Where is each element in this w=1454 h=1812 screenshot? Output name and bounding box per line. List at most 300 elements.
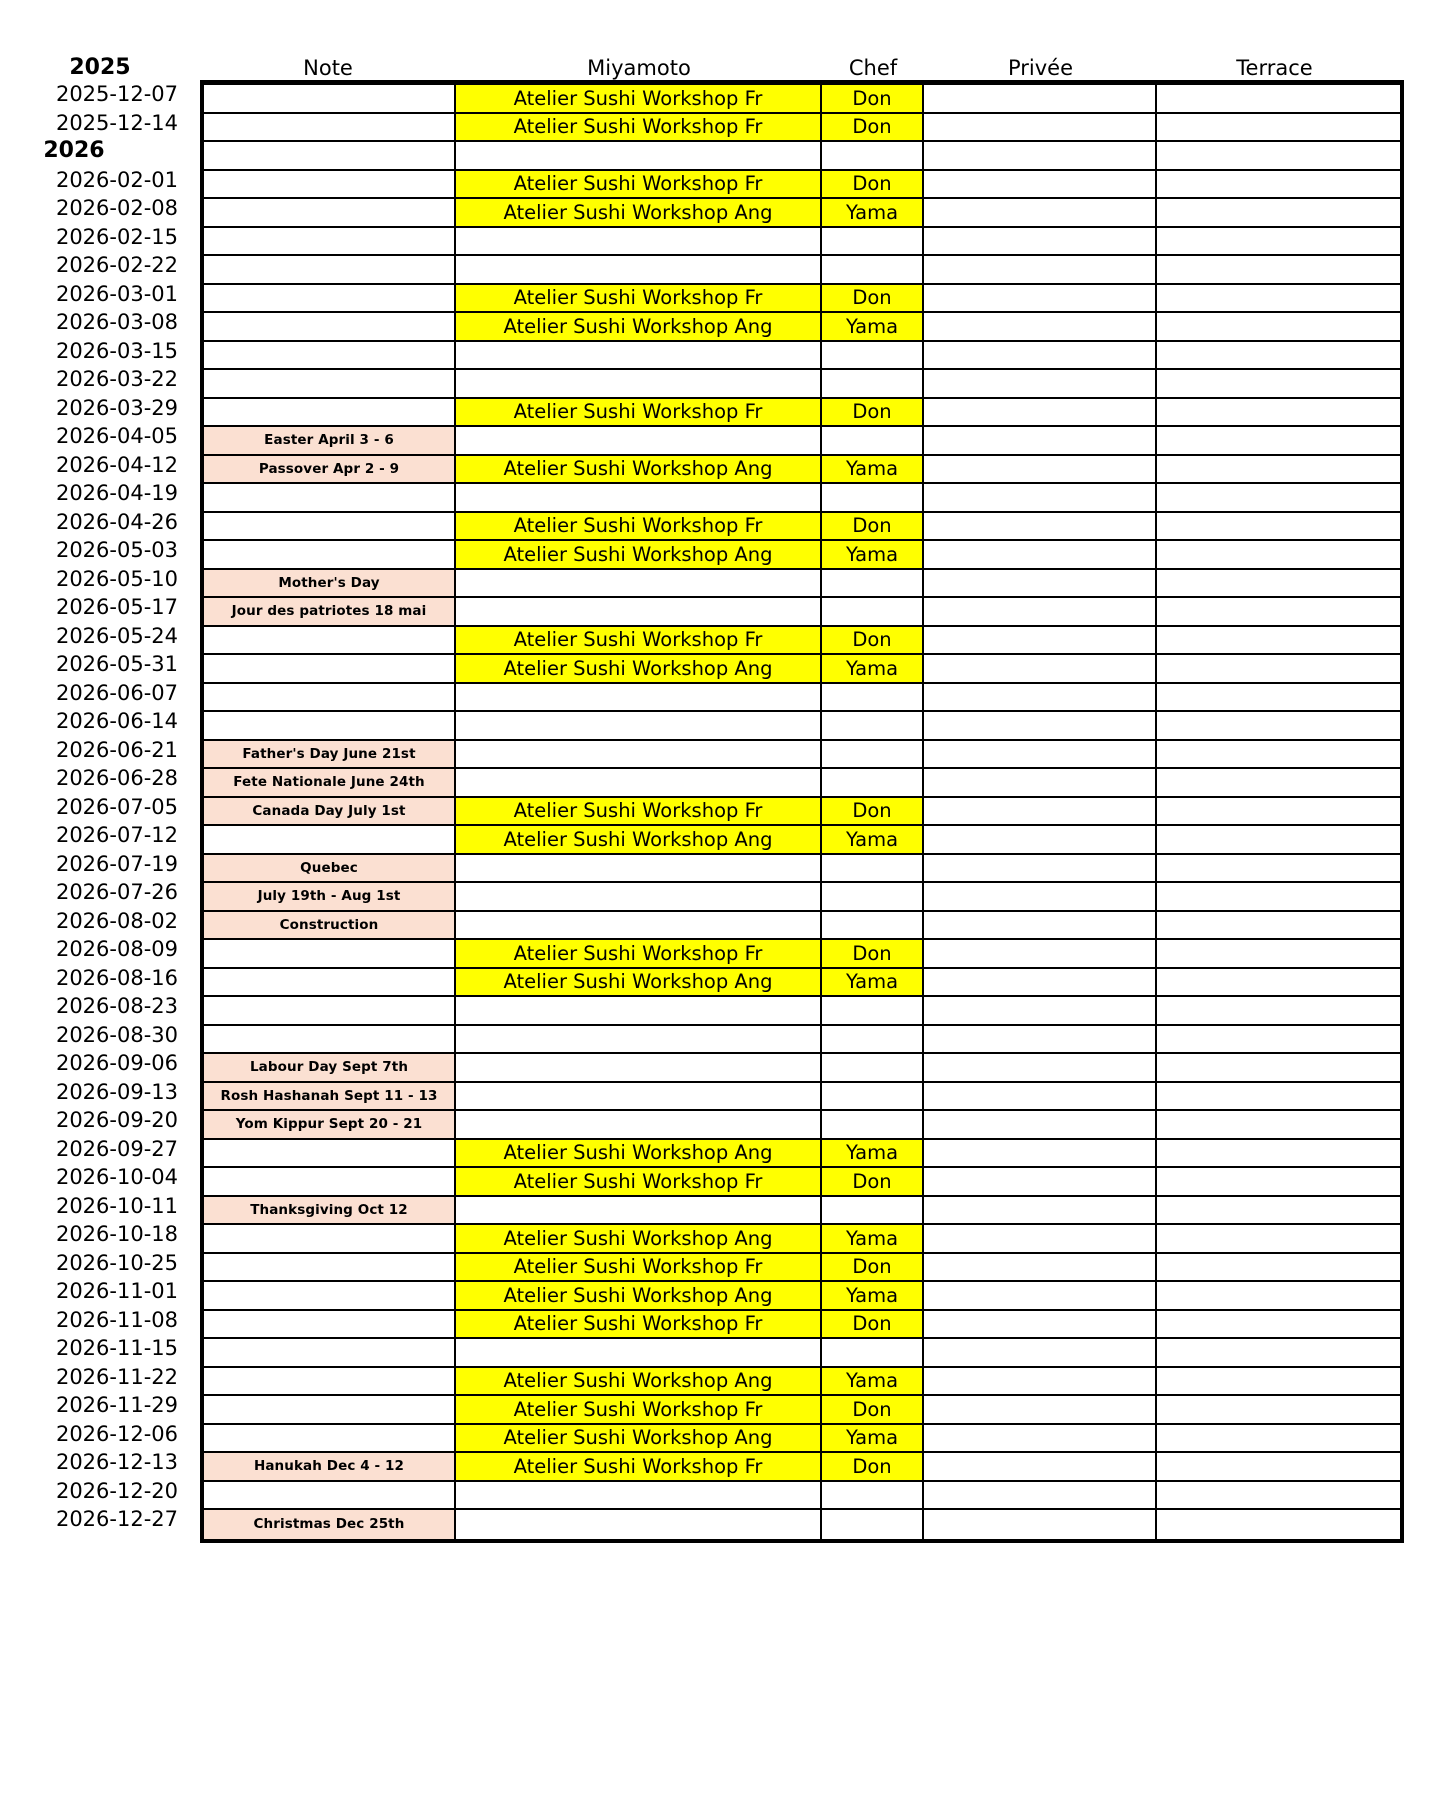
cell-privee[interactable] — [924, 484, 1157, 511]
cell-terrace[interactable] — [1157, 598, 1400, 625]
cell-note[interactable] — [204, 1282, 456, 1309]
cell-miyamoto[interactable] — [456, 171, 822, 198]
cell-miyamoto[interactable] — [456, 684, 822, 711]
cell-note[interactable] — [204, 313, 456, 340]
cell-miyamoto[interactable] — [456, 114, 822, 141]
cell-note[interactable] — [204, 997, 456, 1024]
cell-terrace[interactable] — [1157, 969, 1400, 996]
cell-privee[interactable] — [924, 1425, 1157, 1452]
cell-miyamoto[interactable] — [456, 997, 822, 1024]
cell-chef[interactable] — [822, 199, 924, 226]
cell-miyamoto[interactable] — [456, 1254, 822, 1281]
cell-privee[interactable] — [924, 1396, 1157, 1423]
cell-note[interactable] — [204, 285, 456, 312]
cell-chef[interactable] — [822, 313, 924, 340]
cell-miyamoto[interactable] — [456, 1339, 822, 1366]
cell-privee[interactable] — [924, 1453, 1157, 1480]
cell-terrace[interactable] — [1157, 684, 1400, 711]
cell-chef[interactable] — [822, 1453, 924, 1480]
cell-terrace[interactable] — [1157, 342, 1400, 369]
cell-miyamoto[interactable] — [456, 142, 822, 169]
cell-chef[interactable] — [822, 513, 924, 540]
cell-chef[interactable] — [822, 427, 924, 454]
cell-terrace[interactable] — [1157, 285, 1400, 312]
table-row[interactable] — [204, 541, 1400, 570]
cell-note[interactable] — [204, 912, 456, 939]
cell-note[interactable] — [204, 598, 456, 625]
cell-miyamoto[interactable] — [456, 855, 822, 882]
cell-miyamoto[interactable] — [456, 1026, 822, 1053]
cell-terrace[interactable] — [1157, 912, 1400, 939]
cell-privee[interactable] — [924, 1054, 1157, 1081]
cell-chef[interactable] — [822, 1368, 924, 1395]
table-row[interactable] — [204, 1339, 1400, 1368]
cell-chef[interactable] — [822, 712, 924, 739]
cell-terrace[interactable] — [1157, 883, 1400, 910]
cell-miyamoto[interactable] — [456, 741, 822, 768]
cell-miyamoto[interactable] — [456, 370, 822, 397]
table-row[interactable] — [204, 1111, 1400, 1140]
cell-note[interactable] — [204, 570, 456, 597]
cell-note[interactable] — [204, 1054, 456, 1081]
table-row[interactable] — [204, 484, 1400, 513]
cell-note[interactable] — [204, 855, 456, 882]
cell-terrace[interactable] — [1157, 142, 1400, 169]
cell-chef[interactable] — [822, 969, 924, 996]
table-row[interactable] — [204, 199, 1400, 228]
cell-note[interactable] — [204, 1197, 456, 1224]
cell-note[interactable] — [204, 798, 456, 825]
cell-miyamoto[interactable] — [456, 1054, 822, 1081]
cell-note[interactable] — [204, 940, 456, 967]
cell-chef[interactable] — [822, 228, 924, 255]
table-row[interactable] — [204, 1282, 1400, 1311]
table-row[interactable] — [204, 769, 1400, 798]
table-row[interactable] — [204, 570, 1400, 599]
table-row[interactable] — [204, 114, 1400, 143]
cell-terrace[interactable] — [1157, 541, 1400, 568]
cell-chef[interactable] — [822, 1339, 924, 1366]
cell-note[interactable] — [204, 1168, 456, 1195]
cell-miyamoto[interactable] — [456, 1311, 822, 1338]
table-row[interactable] — [204, 513, 1400, 542]
table-row[interactable] — [204, 826, 1400, 855]
cell-miyamoto[interactable] — [456, 1197, 822, 1224]
table-row[interactable] — [204, 1368, 1400, 1397]
cell-note[interactable] — [204, 769, 456, 796]
table-row[interactable] — [204, 285, 1400, 314]
cell-privee[interactable] — [924, 741, 1157, 768]
cell-chef[interactable] — [822, 1168, 924, 1195]
cell-privee[interactable] — [924, 1368, 1157, 1395]
cell-privee[interactable] — [924, 684, 1157, 711]
cell-chef[interactable] — [822, 769, 924, 796]
table-row[interactable] — [204, 855, 1400, 884]
cell-terrace[interactable] — [1157, 1311, 1400, 1338]
table-row[interactable] — [204, 370, 1400, 399]
cell-note[interactable] — [204, 199, 456, 226]
cell-chef[interactable] — [822, 655, 924, 682]
cell-chef[interactable] — [822, 1054, 924, 1081]
table-row[interactable] — [204, 142, 1400, 171]
cell-miyamoto[interactable] — [456, 1510, 822, 1539]
cell-terrace[interactable] — [1157, 484, 1400, 511]
cell-terrace[interactable] — [1157, 1254, 1400, 1281]
table-row[interactable] — [204, 1026, 1400, 1055]
cell-miyamoto[interactable] — [456, 1140, 822, 1167]
cell-privee[interactable] — [924, 142, 1157, 169]
cell-terrace[interactable] — [1157, 1197, 1400, 1224]
cell-note[interactable] — [204, 370, 456, 397]
cell-privee[interactable] — [924, 826, 1157, 853]
cell-privee[interactable] — [924, 855, 1157, 882]
cell-miyamoto[interactable] — [456, 1482, 822, 1509]
cell-note[interactable] — [204, 484, 456, 511]
cell-miyamoto[interactable] — [456, 769, 822, 796]
cell-terrace[interactable] — [1157, 1482, 1400, 1509]
cell-privee[interactable] — [924, 1168, 1157, 1195]
cell-terrace[interactable] — [1157, 456, 1400, 483]
cell-privee[interactable] — [924, 427, 1157, 454]
cell-privee[interactable] — [924, 1225, 1157, 1252]
table-row[interactable] — [204, 969, 1400, 998]
table-row[interactable] — [204, 171, 1400, 200]
cell-chef[interactable] — [822, 1396, 924, 1423]
cell-miyamoto[interactable] — [456, 1425, 822, 1452]
cell-note[interactable] — [204, 712, 456, 739]
cell-note[interactable] — [204, 684, 456, 711]
cell-terrace[interactable] — [1157, 114, 1400, 141]
cell-note[interactable] — [204, 1140, 456, 1167]
cell-miyamoto[interactable] — [456, 484, 822, 511]
cell-miyamoto[interactable] — [456, 627, 822, 654]
cell-note[interactable] — [204, 1339, 456, 1366]
cell-privee[interactable] — [924, 399, 1157, 426]
cell-miyamoto[interactable] — [456, 570, 822, 597]
cell-miyamoto[interactable] — [456, 456, 822, 483]
table-row[interactable] — [204, 712, 1400, 741]
cell-miyamoto[interactable] — [456, 826, 822, 853]
cell-privee[interactable] — [924, 997, 1157, 1024]
cell-chef[interactable] — [822, 741, 924, 768]
cell-terrace[interactable] — [1157, 1026, 1400, 1053]
cell-note[interactable] — [204, 427, 456, 454]
cell-terrace[interactable] — [1157, 570, 1400, 597]
cell-privee[interactable] — [924, 1339, 1157, 1366]
table-row[interactable] — [204, 1510, 1400, 1539]
cell-privee[interactable] — [924, 1510, 1157, 1539]
cell-privee[interactable] — [924, 883, 1157, 910]
cell-privee[interactable] — [924, 456, 1157, 483]
table-row[interactable] — [204, 228, 1400, 257]
cell-miyamoto[interactable] — [456, 313, 822, 340]
cell-chef[interactable] — [822, 114, 924, 141]
cell-terrace[interactable] — [1157, 171, 1400, 198]
cell-miyamoto[interactable] — [456, 85, 822, 112]
cell-terrace[interactable] — [1157, 741, 1400, 768]
table-row[interactable] — [204, 684, 1400, 713]
cell-chef[interactable] — [822, 684, 924, 711]
cell-chef[interactable] — [822, 627, 924, 654]
cell-miyamoto[interactable] — [456, 1453, 822, 1480]
cell-terrace[interactable] — [1157, 940, 1400, 967]
cell-terrace[interactable] — [1157, 1339, 1400, 1366]
cell-privee[interactable] — [924, 912, 1157, 939]
cell-chef[interactable] — [822, 1254, 924, 1281]
cell-miyamoto[interactable] — [456, 285, 822, 312]
cell-chef[interactable] — [822, 1311, 924, 1338]
cell-chef[interactable] — [822, 598, 924, 625]
cell-privee[interactable] — [924, 541, 1157, 568]
cell-miyamoto[interactable] — [456, 228, 822, 255]
cell-terrace[interactable] — [1157, 1510, 1400, 1539]
cell-note[interactable] — [204, 342, 456, 369]
cell-miyamoto[interactable] — [456, 199, 822, 226]
cell-chef[interactable] — [822, 1197, 924, 1224]
table-row[interactable] — [204, 1083, 1400, 1112]
cell-miyamoto[interactable] — [456, 1368, 822, 1395]
cell-chef[interactable] — [822, 798, 924, 825]
cell-note[interactable] — [204, 1453, 456, 1480]
cell-miyamoto[interactable] — [456, 541, 822, 568]
cell-note[interactable] — [204, 85, 456, 112]
cell-privee[interactable] — [924, 1111, 1157, 1138]
cell-note[interactable] — [204, 541, 456, 568]
cell-terrace[interactable] — [1157, 1396, 1400, 1423]
cell-chef[interactable] — [822, 399, 924, 426]
cell-privee[interactable] — [924, 114, 1157, 141]
cell-privee[interactable] — [924, 769, 1157, 796]
cell-privee[interactable] — [924, 598, 1157, 625]
cell-terrace[interactable] — [1157, 997, 1400, 1024]
cell-miyamoto[interactable] — [456, 342, 822, 369]
cell-privee[interactable] — [924, 1482, 1157, 1509]
cell-terrace[interactable] — [1157, 769, 1400, 796]
table-row[interactable] — [204, 912, 1400, 941]
cell-privee[interactable] — [924, 228, 1157, 255]
cell-chef[interactable] — [822, 855, 924, 882]
cell-note[interactable] — [204, 1225, 456, 1252]
cell-miyamoto[interactable] — [456, 1111, 822, 1138]
table-row[interactable] — [204, 456, 1400, 485]
cell-note[interactable] — [204, 1510, 456, 1539]
table-row[interactable] — [204, 1054, 1400, 1083]
cell-miyamoto[interactable] — [456, 1225, 822, 1252]
cell-terrace[interactable] — [1157, 855, 1400, 882]
table-row[interactable] — [204, 1453, 1400, 1482]
table-row[interactable] — [204, 313, 1400, 342]
table-row[interactable] — [204, 85, 1400, 114]
cell-terrace[interactable] — [1157, 427, 1400, 454]
cell-chef[interactable] — [822, 883, 924, 910]
cell-miyamoto[interactable] — [456, 712, 822, 739]
cell-note[interactable] — [204, 1083, 456, 1110]
cell-terrace[interactable] — [1157, 1054, 1400, 1081]
cell-terrace[interactable] — [1157, 1453, 1400, 1480]
cell-privee[interactable] — [924, 1083, 1157, 1110]
cell-privee[interactable] — [924, 285, 1157, 312]
cell-note[interactable] — [204, 969, 456, 996]
cell-chef[interactable] — [822, 456, 924, 483]
cell-chef[interactable] — [822, 997, 924, 1024]
cell-note[interactable] — [204, 741, 456, 768]
cell-terrace[interactable] — [1157, 1282, 1400, 1309]
cell-privee[interactable] — [924, 940, 1157, 967]
table-row[interactable] — [204, 1425, 1400, 1454]
cell-terrace[interactable] — [1157, 712, 1400, 739]
cell-note[interactable] — [204, 256, 456, 283]
cell-privee[interactable] — [924, 712, 1157, 739]
cell-chef[interactable] — [822, 912, 924, 939]
cell-chef[interactable] — [822, 142, 924, 169]
cell-note[interactable] — [204, 1425, 456, 1452]
cell-privee[interactable] — [924, 513, 1157, 540]
cell-privee[interactable] — [924, 370, 1157, 397]
cell-chef[interactable] — [822, 256, 924, 283]
cell-privee[interactable] — [924, 798, 1157, 825]
table-row[interactable] — [204, 1254, 1400, 1283]
cell-privee[interactable] — [924, 342, 1157, 369]
table-row[interactable] — [204, 399, 1400, 428]
cell-miyamoto[interactable] — [456, 513, 822, 540]
cell-terrace[interactable] — [1157, 826, 1400, 853]
table-row[interactable] — [204, 883, 1400, 912]
table-row[interactable] — [204, 342, 1400, 371]
cell-terrace[interactable] — [1157, 1140, 1400, 1167]
cell-terrace[interactable] — [1157, 1083, 1400, 1110]
cell-miyamoto[interactable] — [456, 912, 822, 939]
cell-terrace[interactable] — [1157, 85, 1400, 112]
table-row[interactable] — [204, 1225, 1400, 1254]
cell-privee[interactable] — [924, 627, 1157, 654]
cell-terrace[interactable] — [1157, 513, 1400, 540]
table-row[interactable] — [204, 655, 1400, 684]
cell-terrace[interactable] — [1157, 1225, 1400, 1252]
cell-chef[interactable] — [822, 1026, 924, 1053]
cell-miyamoto[interactable] — [456, 427, 822, 454]
cell-privee[interactable] — [924, 256, 1157, 283]
cell-chef[interactable] — [822, 826, 924, 853]
table-row[interactable] — [204, 598, 1400, 627]
cell-privee[interactable] — [924, 969, 1157, 996]
cell-note[interactable] — [204, 1396, 456, 1423]
cell-chef[interactable] — [822, 85, 924, 112]
cell-note[interactable] — [204, 1111, 456, 1138]
cell-miyamoto[interactable] — [456, 256, 822, 283]
cell-note[interactable] — [204, 1368, 456, 1395]
cell-chef[interactable] — [822, 541, 924, 568]
cell-note[interactable] — [204, 456, 456, 483]
table-row[interactable] — [204, 1311, 1400, 1340]
cell-privee[interactable] — [924, 85, 1157, 112]
cell-terrace[interactable] — [1157, 627, 1400, 654]
table-row[interactable] — [204, 1140, 1400, 1169]
cell-chef[interactable] — [822, 1111, 924, 1138]
cell-note[interactable] — [204, 513, 456, 540]
cell-terrace[interactable] — [1157, 399, 1400, 426]
table-row[interactable] — [204, 741, 1400, 770]
cell-note[interactable] — [204, 1254, 456, 1281]
table-row[interactable] — [204, 427, 1400, 456]
cell-chef[interactable] — [822, 1225, 924, 1252]
cell-miyamoto[interactable] — [456, 1083, 822, 1110]
cell-note[interactable] — [204, 1026, 456, 1053]
cell-chef[interactable] — [822, 484, 924, 511]
cell-miyamoto[interactable] — [456, 883, 822, 910]
cell-terrace[interactable] — [1157, 228, 1400, 255]
cell-note[interactable] — [204, 228, 456, 255]
cell-privee[interactable] — [924, 1197, 1157, 1224]
table-row[interactable] — [204, 1482, 1400, 1511]
cell-terrace[interactable] — [1157, 1368, 1400, 1395]
cell-privee[interactable] — [924, 1026, 1157, 1053]
cell-privee[interactable] — [924, 1140, 1157, 1167]
table-row[interactable] — [204, 1396, 1400, 1425]
cell-privee[interactable] — [924, 199, 1157, 226]
cell-miyamoto[interactable] — [456, 1282, 822, 1309]
cell-note[interactable] — [204, 627, 456, 654]
table-row[interactable] — [204, 627, 1400, 656]
table-row[interactable] — [204, 1168, 1400, 1197]
cell-note[interactable] — [204, 399, 456, 426]
cell-chef[interactable] — [822, 1140, 924, 1167]
cell-miyamoto[interactable] — [456, 940, 822, 967]
table-row[interactable] — [204, 997, 1400, 1026]
cell-terrace[interactable] — [1157, 1111, 1400, 1138]
cell-chef[interactable] — [822, 370, 924, 397]
cell-chef[interactable] — [822, 171, 924, 198]
cell-chef[interactable] — [822, 342, 924, 369]
cell-terrace[interactable] — [1157, 370, 1400, 397]
cell-chef[interactable] — [822, 1510, 924, 1539]
cell-privee[interactable] — [924, 171, 1157, 198]
cell-chef[interactable] — [822, 1482, 924, 1509]
table-row[interactable] — [204, 1197, 1400, 1226]
cell-privee[interactable] — [924, 1282, 1157, 1309]
cell-note[interactable] — [204, 142, 456, 169]
cell-privee[interactable] — [924, 655, 1157, 682]
cell-chef[interactable] — [822, 1083, 924, 1110]
cell-terrace[interactable] — [1157, 313, 1400, 340]
cell-note[interactable] — [204, 171, 456, 198]
cell-terrace[interactable] — [1157, 798, 1400, 825]
cell-note[interactable] — [204, 114, 456, 141]
cell-miyamoto[interactable] — [456, 1396, 822, 1423]
cell-note[interactable] — [204, 1482, 456, 1509]
table-row[interactable] — [204, 940, 1400, 969]
cell-miyamoto[interactable] — [456, 969, 822, 996]
cell-note[interactable] — [204, 826, 456, 853]
cell-privee[interactable] — [924, 313, 1157, 340]
cell-miyamoto[interactable] — [456, 399, 822, 426]
cell-privee[interactable] — [924, 1254, 1157, 1281]
cell-chef[interactable] — [822, 1425, 924, 1452]
cell-chef[interactable] — [822, 570, 924, 597]
cell-terrace[interactable] — [1157, 256, 1400, 283]
cell-miyamoto[interactable] — [456, 655, 822, 682]
cell-note[interactable] — [204, 1311, 456, 1338]
cell-terrace[interactable] — [1157, 655, 1400, 682]
cell-miyamoto[interactable] — [456, 1168, 822, 1195]
cell-chef[interactable] — [822, 940, 924, 967]
cell-terrace[interactable] — [1157, 1168, 1400, 1195]
cell-chef[interactable] — [822, 285, 924, 312]
cell-note[interactable] — [204, 883, 456, 910]
cell-miyamoto[interactable] — [456, 798, 822, 825]
cell-terrace[interactable] — [1157, 1425, 1400, 1452]
cell-chef[interactable] — [822, 1282, 924, 1309]
cell-miyamoto[interactable] — [456, 598, 822, 625]
